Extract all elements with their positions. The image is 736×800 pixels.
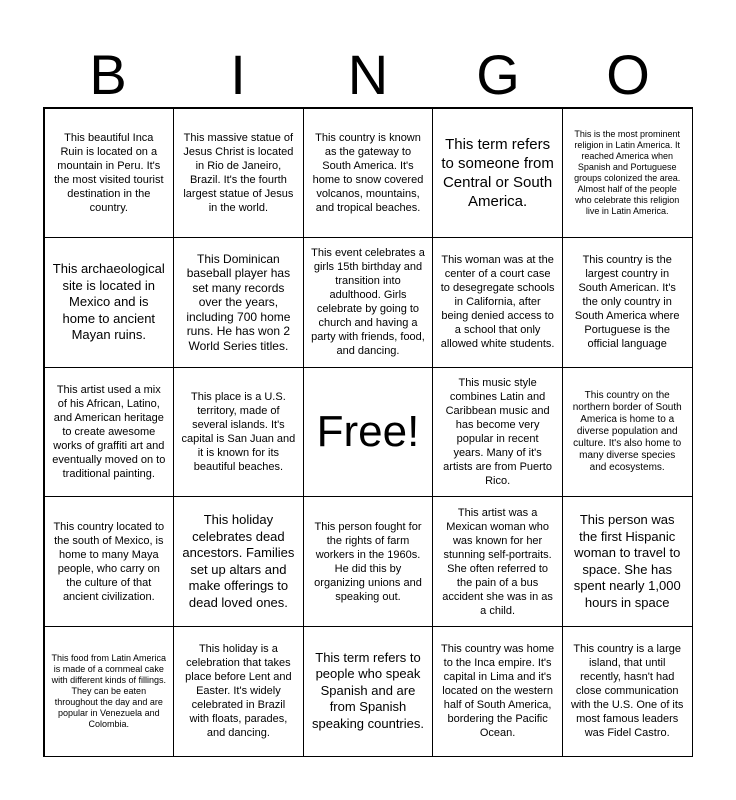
bingo-cell[interactable]: This beautiful Inca Ruin is located on a mountain in Peru. It's the most visited tourist destination in the country. (44, 108, 175, 239)
bingo-header (43, 44, 693, 106)
bingo-cell[interactable]: This artist was a Mexican woman who was known for her stunning self-portraits. She often referred to the pain of a bus accident she was in as a child. (432, 496, 563, 627)
header-letter-i: I (230, 43, 246, 106)
bingo-cell[interactable]: This archaeological site is located in Mexico and is home to ancient Mayan ruins. (44, 237, 175, 368)
bingo-cell[interactable]: This Dominican baseball player has set many records over the years, including 700 home runs. He has won 2 World Series titles. (173, 237, 304, 368)
bingo-cell[interactable]: This term refers to someone from Central or South America. (432, 108, 563, 239)
bingo-cell[interactable]: This holiday is a celebration that takes place before Lent and Easter. It's widely celebrated in Brazil with floats, parades, and dancing. (173, 626, 304, 757)
bingo-cell[interactable]: This term refers to people who speak Spanish and are from Spanish speaking countries. (303, 626, 434, 757)
header-letter-o: O (606, 43, 650, 106)
bingo-cell[interactable]: This artist used a mix of his African, Latino, and American heritage to create awesome works of graffiti art and eventually moved on to traditional painting. (44, 367, 175, 498)
header-letter-n: N (347, 43, 389, 106)
bingo-cell[interactable]: This food from Latin America is made of a cornmeal cake with different kinds of fillings. They can be eaten throughout the day and are popular in Venezuela and Colombia. (44, 626, 175, 757)
bingo-cell[interactable]: This country located to the south of Mexico, is home to many Maya people, who carry on the culture of that ancient civilization. (44, 496, 175, 627)
bingo-cell[interactable]: This music style combines Latin and Caribbean music and has become very popular in recent years. Many of it's artists are from Puerto Rico. (432, 367, 563, 498)
bingo-cell[interactable]: This country is the largest country in South American. It's the only country in South America where Portuguese is the official language (562, 237, 693, 368)
bingo-cell[interactable]: This place is a U.S. territory, made of several islands. It's capital is San Juan and it is known for its beautiful beaches. (173, 367, 304, 498)
bingo-cell[interactable]: This is the most prominent religion in Latin America. It reached America when Spanish and Portuguese groups colonized the area. Almost half of the people who celebrate this religion live in Latin America. (562, 108, 693, 239)
bingo-cell[interactable]: This country on the northern border of South America is home to a diverse population and culture. It's also home to many diverse species and ecosystems. (562, 367, 693, 498)
bingo-cell[interactable]: This country is known as the gateway to South America. It's home to snow covered volcanos, mountains, and tropical beaches. (303, 108, 434, 239)
header-letter-b: B (89, 43, 127, 106)
bingo-cell[interactable]: This event celebrates a girls 15th birthday and transition into adulthood. Girls celebrate by going to church and having a party with friends, food, and dancing. (303, 237, 434, 368)
free-space[interactable]: Free! (303, 367, 434, 498)
bingo-cell[interactable]: This holiday celebrates dead ancestors. Families set up altars and make offerings to dead loved ones. (173, 496, 304, 627)
header-letter-g: G (476, 43, 520, 106)
bingo-cell[interactable]: This country was home to the Inca empire. It's capital in Lima and it's located on the western half of South America, bordering the Pacific Ocean. (432, 626, 563, 757)
bingo-cell[interactable]: This person was the first Hispanic woman to travel to space. She has spent nearly 1,000 hours in space (562, 496, 693, 627)
bingo-cell[interactable]: This person fought for the rights of farm workers in the 1960s. He did this by organizing unions and speaking out. (303, 496, 434, 627)
bingo-cell[interactable]: This woman was at the center of a court case to desegregate schools in California, after being denied access to a school that only allowed white students. (432, 237, 563, 368)
bingo-cell[interactable]: This country is a large island, that until recently, hasn't had close communication with the U.S. One of its most famous leaders was Fidel Castro. (562, 626, 693, 757)
bingo-grid (43, 107, 693, 757)
bingo-cell[interactable]: This massive statue of Jesus Christ is located in Rio de Janeiro, Brazil. It's the fourth largest statue of Jesus in the world. (173, 108, 304, 239)
